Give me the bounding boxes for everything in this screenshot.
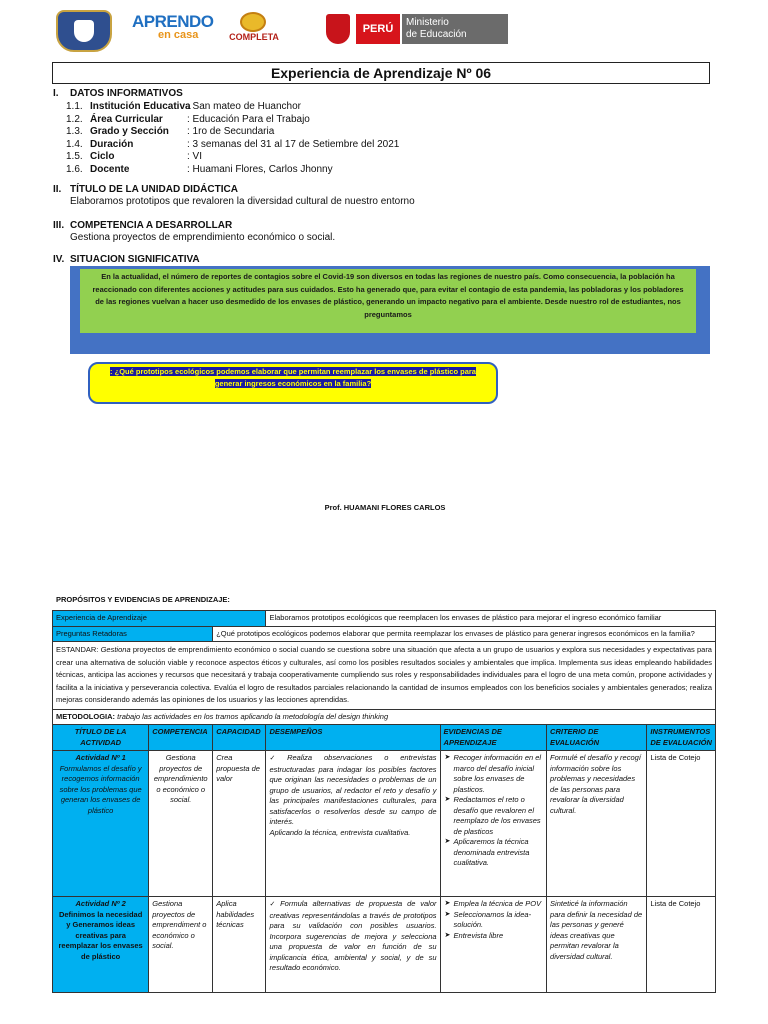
table-row xyxy=(53,611,716,627)
col-header: CAPACIDAD xyxy=(213,725,266,751)
completa-logo: COMPLETA xyxy=(228,12,280,50)
datos-row-number: 1.2. xyxy=(66,113,83,125)
col-header: COMPETENCIA xyxy=(149,725,213,751)
section-number: II. xyxy=(53,184,62,195)
criterio-cell: Sinteticé la información para definir la necesidad de las personas y generé ideas creativas que permitan revalorar la diversidad cultural. xyxy=(547,897,647,993)
activity-title-cell: Actividad Nº 1 Formulamos el desafío y recogemos información sobre los problemas que generan los envases de plástico xyxy=(53,751,149,897)
propositos-heading: PROPÓSITOS Y EVIDENCIAS DE APRENDIZAJE: xyxy=(56,595,230,604)
col-header: INSTRUMENTOS DE EVALUACIÓN xyxy=(647,725,716,751)
activity-title-cell: Actividad Nº 2 Definimos la necesidad y Generamos ideas creativas para reemplazar los envases de plástico xyxy=(53,897,149,993)
col-header: CRITERIO DE EVALUACIÓN xyxy=(547,725,647,751)
col-header: EVIDENCIAS DE APRENDIZAJE xyxy=(440,725,547,751)
competencia-cell: Gestiona proyectos de emprendiment o económico o social. xyxy=(149,897,213,993)
datos-row-number: 1.1. xyxy=(66,101,83,112)
datos-row-number: 1.4. xyxy=(66,138,83,150)
datos-row-label: Ciclo xyxy=(90,151,115,162)
section-heading-situacion: SITUACION SIGNIFICATIVA xyxy=(70,254,200,265)
desempenos-cell: ✓ Realiza observaciones o entrevistas estructuradas para indagar los posibles factores que originan las necesidades o problemas de un grupo de usuarios, al redactor el reto y desafío y las principales manifestaciones culturales, para satisfacerlos o resolverlos desde su campo de interés. Aplicando la técnica, entrevista cualitativa. xyxy=(266,751,440,897)
section-number: IV. xyxy=(53,254,65,265)
col-header: TÍTULO DE LA ACTIVIDAD xyxy=(53,725,149,751)
section-number: I. xyxy=(53,88,59,99)
datos-row-number: 1.6. xyxy=(66,163,83,175)
evidencias-cell: ➤ Emplea la técnica de POV ➤ Seleccionamos la idea-solución. ➤ Entrevista libre xyxy=(440,897,547,993)
section-number: III. xyxy=(53,220,65,231)
propositos-table xyxy=(52,610,716,993)
section-heading-datos: DATOS INFORMATIVOS xyxy=(70,88,183,99)
competencia-cell: Gestiona proyectos de emprendimiento o económico o social. xyxy=(149,751,213,897)
datos-row-number: 1.3. xyxy=(66,126,83,137)
metodologia-cell: METODOLOGIA: trabajo las actividades en los tramos aplicando la metodología del design thinking xyxy=(53,709,716,725)
exp-value: Elaboramos prototipos ecológicos que reemplacen los envases de plástico para mejorar el ingreso económico familiar xyxy=(266,611,716,627)
competencia-text: Gestiona proyectos de emprendimiento económico o social. xyxy=(70,232,336,243)
question-text: : ¿Qué prototipos ecológicos podemos elaborar que permitan reemplazar los envases de plástico para generar ingresos económicos en la familia? xyxy=(110,367,476,388)
datos-row-value: : 3 semanas del 31 al 17 de Setiembre del 2021 xyxy=(187,138,400,150)
datos-row-value: : VI xyxy=(187,151,203,162)
table-row xyxy=(53,709,716,725)
criterio-cell: Formulé el desafío y recogí información sobre los problemas y necesidades de las personas para revalorar la diversidad cultural. xyxy=(547,751,647,897)
table-row xyxy=(53,897,716,993)
table-row xyxy=(53,642,716,710)
preg-value: ¿Qué prototipos ecológicos podemos elaborar que permita reemplazar los envases de plástico para generar ingresos económicos en la familia? xyxy=(213,626,716,642)
datos-row-label: Duración xyxy=(90,138,134,150)
datos-row-number: 1.5. xyxy=(66,151,83,162)
situacion-text: En la actualidad, el número de reportes de contagios sobre el Covid-19 son diversos en todas las regiones de nuestro país. Como consecuencia, la población ha reaccionado con diferentes acciones y actitudes para sus cuidados. Esto ha generado que, para evitar el contagio de esta pandemia, las pobladoras y los pobladores de las regiones vuelvan a hacer uso desmedido de los envases de plástico, generando un impacto negativo para el ambiente. Desde nuestro rol de estudiantes, nos preguntamos xyxy=(80,269,696,333)
evidencias-cell: ➤ Recoger información en el marco del desafío inicial sobre los envases de plasticos. ➤ Redactamos el reto o desafío que revaloren el reemplazo de los envases de plasticos ➤ Aplicaremos la técnica denominada entrevista cualitativa. xyxy=(440,751,547,897)
table-row xyxy=(53,626,716,642)
teacher-signature-name: Prof. HUAMANI FLORES CARLOS xyxy=(324,503,446,512)
titulo-text: Elaboramos prototipos que revaloren la diversidad cultural de nuestro entorno xyxy=(70,196,415,207)
datos-row-value: : 1ro de Secundaria xyxy=(187,126,275,137)
datos-row-value: : San mateo de Huanchor xyxy=(187,101,301,112)
school-crest-logo xyxy=(56,10,112,52)
logo-bar xyxy=(56,8,508,54)
estandar-cell: ESTANDAR: Gestiona proyectos de emprendimiento económico o social cuando se cuestiona sobre una situación que afecta a un grupo de usuarios y explora sus necesidades y expectativas para crear una alternativa de solución viable y reconoce aspectos éticos y culturales, así como los posibles resultados sociales y ambientales que implica. Implementa sus ideas empleando habilidades técnicas, anticipa las acciones y recursos que necesitará y trabaja cooperativamente cumpliendo sus roles y responsabilidades individuales para el logro de una meta común, propone actividades y facilita a la iniciativa y perseverancia colectiva. Evalúa el logro de resultados parciales relacionando la cantidad de insumos empleados con los beneficios sociales y ambientales generados; realiza mejoras considerando además las opiniones de los usuarios y las lecciones aprendidas. xyxy=(53,642,716,710)
preg-label: Preguntas Retadoras xyxy=(53,626,213,642)
datos-row-label: Grado y Sección xyxy=(90,126,169,137)
datos-row-label: Docente xyxy=(90,163,130,175)
instrumento-cell: Lista de Cotejo xyxy=(647,897,716,993)
section-heading-competencia: COMPETENCIA A DESARROLLAR xyxy=(70,220,233,231)
instrumento-cell: Lista de Cotejo xyxy=(647,751,716,897)
datos-row-label: Área Curricular xyxy=(90,113,163,125)
section-heading-titulo: TÍTULO DE LA UNIDAD DIDÁCTICA xyxy=(70,184,238,195)
page-title: Experiencia de Aprendizaje Nº 06 xyxy=(52,62,710,84)
exp-label: Experiencia de Aprendizaje xyxy=(53,611,266,627)
table-header-row xyxy=(53,725,716,751)
datos-row-value: : Huamani Flores, Carlos Jhonny xyxy=(187,163,333,175)
table-row xyxy=(53,751,716,897)
desempenos-cell: ✓ Formula alternativas de propuesta de valor creativas representándolas a través de prototipos para su validación con posibles usuarios. Incorpora sugerencias de mejora y selecciona una propuesta de valor en función de su implicancia ética, ambiental y social, y de su resultado económico. xyxy=(266,897,440,993)
capacidad-cell: Crea propuesta de valor xyxy=(213,751,266,897)
aprendo-en-casa-logo: APRENDO en casa xyxy=(132,12,214,41)
col-header: DESEMPEÑOS xyxy=(266,725,440,751)
peru-shield-icon xyxy=(326,14,350,44)
datos-row-value: : Educación Para el Trabajo xyxy=(187,113,310,125)
datos-row-label: Institución Educativa xyxy=(90,101,191,112)
minedu-logo: PERÚ Ministerio de Educación xyxy=(326,14,508,48)
capacidad-cell: Aplica habilidades técnicas xyxy=(213,897,266,993)
